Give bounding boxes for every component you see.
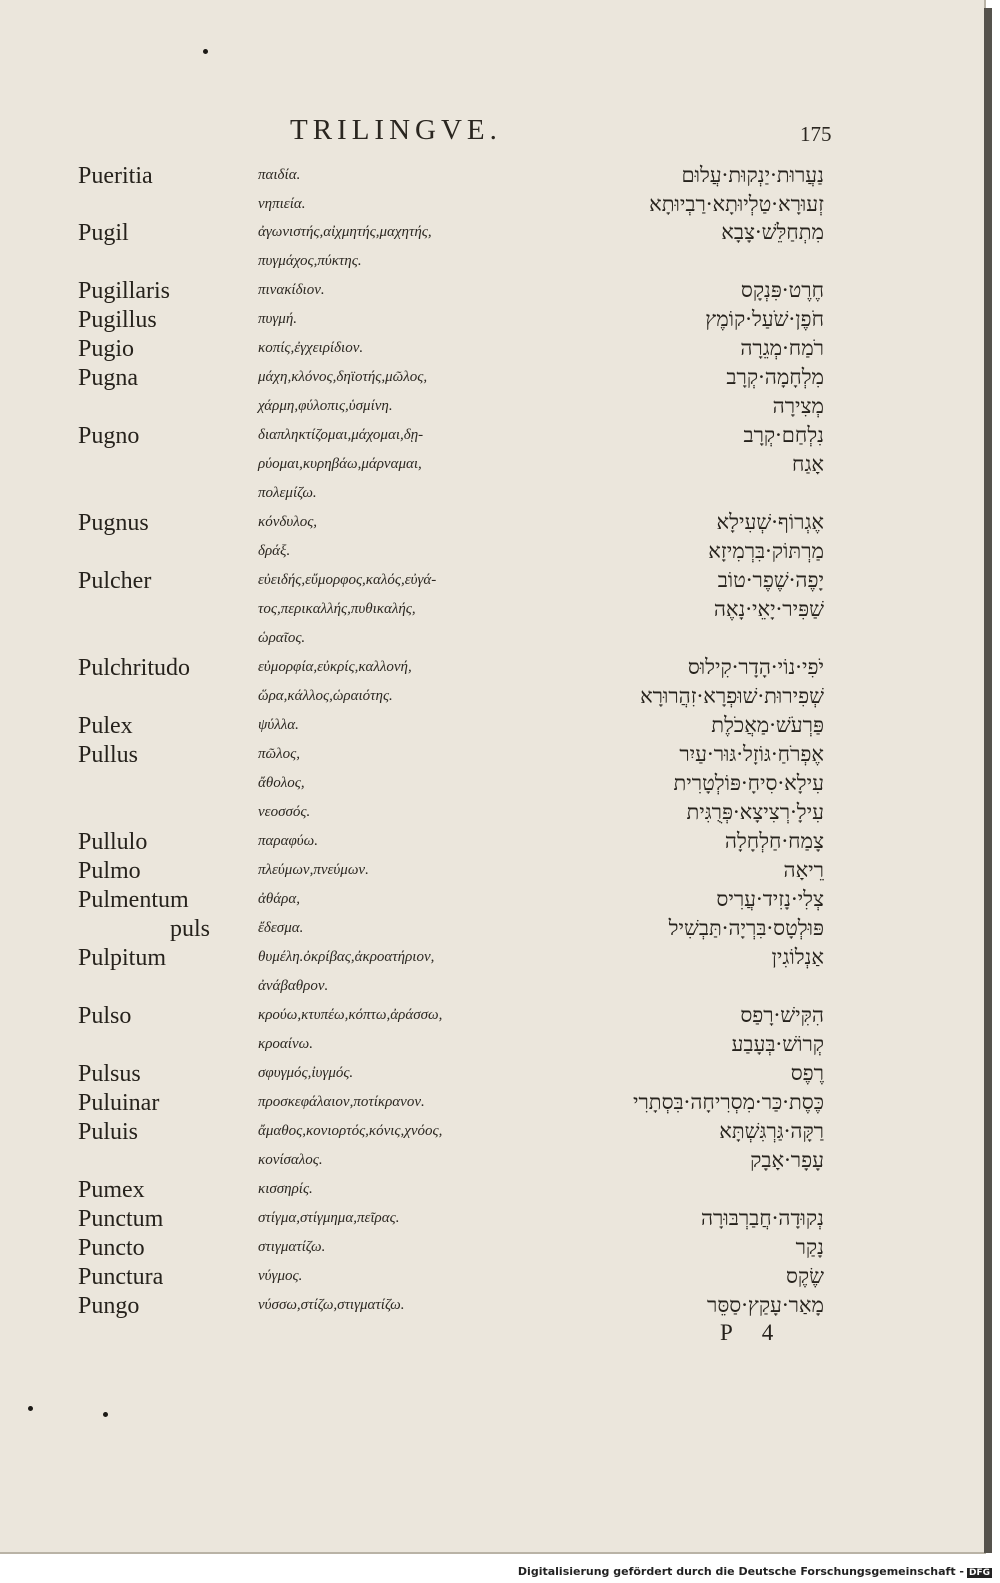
ink-dot bbox=[28, 1406, 33, 1411]
hebrew-equivalent: אֶפְרֹחַ·גּוֹזָל·גּוּר·עַיִר bbox=[679, 742, 824, 766]
hebrew-equivalent: כֶּסֶת·כַּר·מִסְרִיחָה·בִּסְתָרִי bbox=[632, 1090, 824, 1114]
hebrew-equivalent: מְצִירָה bbox=[772, 394, 824, 418]
entry-row bbox=[0, 365, 984, 394]
greek-equivalent: πλεύμων,πνεύμων. bbox=[258, 862, 369, 878]
greek-equivalent: ἀνάβαθρον. bbox=[258, 978, 329, 994]
entry-row bbox=[0, 858, 984, 887]
greek-equivalent: πυγμάχος,πύκτης. bbox=[258, 253, 362, 269]
hebrew-equivalent: נְקוּדָה·חֲבַרְבּוּרָה bbox=[700, 1206, 824, 1230]
entry-row bbox=[0, 192, 984, 221]
latin-headword: Pulex bbox=[78, 713, 133, 739]
entry-row bbox=[0, 539, 984, 568]
entry-row bbox=[0, 974, 984, 1003]
latin-headword: Puncto bbox=[78, 1235, 145, 1261]
greek-equivalent: παραφύω. bbox=[258, 833, 318, 849]
entry-row bbox=[0, 742, 984, 771]
hebrew-equivalent: זְעוּרָא·טַלְיוּתָא·רַבְיוּתָא bbox=[649, 192, 824, 216]
latin-headword: Pulmo bbox=[78, 858, 141, 884]
hebrew-equivalent: פּוּלְטָס·בִּרְיָה·תַּבְשִׁיל bbox=[668, 916, 824, 940]
greek-equivalent: νηπιεία. bbox=[258, 196, 306, 212]
hebrew-equivalent: רֵיאָה bbox=[783, 858, 824, 882]
greek-equivalent: στιγματίζω. bbox=[258, 1239, 326, 1255]
entry-row bbox=[0, 945, 984, 974]
hebrew-equivalent: נַעֲרוּת·יַנְקוּת·עֲלוּם bbox=[681, 163, 824, 187]
latin-headword: Pueritia bbox=[78, 163, 153, 189]
greek-equivalent: σφυγμός,ἰυγμός. bbox=[258, 1065, 354, 1081]
entry-row bbox=[0, 713, 984, 742]
latin-headword: Pullus bbox=[78, 742, 139, 768]
greek-equivalent: κονίσαλος. bbox=[258, 1152, 323, 1168]
latin-headword: Puluis bbox=[78, 1119, 139, 1145]
latin-headword: Pugil bbox=[78, 220, 129, 246]
entry-row bbox=[0, 1293, 984, 1322]
latin-headword: Pugillus bbox=[78, 307, 157, 333]
entry-row bbox=[0, 655, 984, 684]
greek-equivalent: νεοσσός. bbox=[258, 804, 311, 820]
hebrew-equivalent: יֹפִי·נוֹי·הָדָר·קִילוּס bbox=[687, 655, 824, 679]
latin-headword: Pugnus bbox=[78, 510, 149, 536]
greek-equivalent: ἔδεσμα. bbox=[258, 920, 304, 936]
hebrew-equivalent: אַנְלוֹגִין bbox=[771, 945, 824, 969]
entry-row bbox=[0, 800, 984, 829]
dfg-logo: DFG bbox=[968, 1568, 990, 1578]
credit-text: Digitalisierung gefördert durch die Deutsche Forschungsgemeinschaft - bbox=[517, 1565, 964, 1578]
greek-equivalent: πολεμίζω. bbox=[258, 485, 317, 501]
greek-equivalent: διαπληκτίζομαι,μάχομαι,δῃ- bbox=[258, 427, 424, 443]
entry-row bbox=[0, 916, 984, 945]
entry-row bbox=[0, 510, 984, 539]
hebrew-equivalent: מִלְחָמָה·קְרָב bbox=[726, 365, 824, 389]
latin-headword: Pugno bbox=[78, 423, 140, 449]
greek-equivalent: κόνδυλος, bbox=[258, 514, 318, 530]
hebrew-equivalent: הִקִּישׁ·רָפַס bbox=[740, 1003, 824, 1027]
latin-headword: Pulsus bbox=[78, 1061, 141, 1087]
greek-equivalent: ὥρα,κάλλος,ὡραιότης. bbox=[258, 688, 393, 704]
greek-equivalent: ὡραῖος. bbox=[258, 630, 306, 646]
ink-dot bbox=[203, 49, 208, 54]
entry-row bbox=[0, 481, 984, 510]
latin-headword: Pullulo bbox=[78, 829, 148, 855]
latin-headword: Puluinar bbox=[78, 1090, 160, 1116]
greek-equivalent: εὐμορφία,εὐκρίς,καλλονή, bbox=[258, 659, 412, 675]
entry-row bbox=[0, 568, 984, 597]
hebrew-equivalent: אָגַח bbox=[792, 452, 824, 476]
hebrew-equivalent: מַרְתּוֹק·בִּרְמִיזָא bbox=[708, 539, 824, 563]
latin-headword: Pumex bbox=[78, 1177, 145, 1203]
page-title: TRILINGVE. bbox=[290, 114, 502, 146]
entry-row bbox=[0, 1177, 984, 1206]
entry-row bbox=[0, 626, 984, 655]
greek-equivalent: ψύλλα. bbox=[258, 717, 299, 733]
latin-headword: Pugna bbox=[78, 365, 138, 391]
latin-headword: puls bbox=[170, 916, 211, 942]
hebrew-equivalent: חֹפֶן·שֹׁעַל·קוֹמֶץ bbox=[705, 307, 824, 331]
hebrew-equivalent: צָמַח·חַלְחָלָה bbox=[724, 829, 824, 853]
hebrew-equivalent: מִתְחַלֵּשׁ·צָבָא bbox=[721, 220, 824, 244]
entry-row bbox=[0, 1061, 984, 1090]
hebrew-equivalent: מָאַר·עָקַץ·סַסֵּר bbox=[707, 1293, 824, 1317]
entry-row bbox=[0, 1003, 984, 1032]
hebrew-equivalent: רֶפֶס bbox=[790, 1061, 824, 1085]
latin-headword: Punctura bbox=[78, 1264, 164, 1290]
hebrew-equivalent: יָפֶה·שֶׁפֶר·טוֹב bbox=[717, 568, 824, 592]
page-number: 175 bbox=[800, 122, 832, 146]
hebrew-equivalent: פַּרְעֹשׁ·מַאֲכֹלֶת bbox=[711, 713, 824, 737]
hebrew-equivalent: שְׁפִירוּת·שׁוּפְרָא·זִהֲרוּרָא bbox=[640, 684, 824, 708]
hebrew-equivalent: רֹמַח·מְגֵרָה bbox=[740, 336, 824, 360]
entry-row bbox=[0, 278, 984, 307]
greek-equivalent: χάρμη,φύλοπις,ὑσμίνη. bbox=[258, 398, 393, 414]
running-head bbox=[0, 114, 984, 154]
greek-equivalent: πυγμή. bbox=[258, 311, 298, 327]
entry-row bbox=[0, 394, 984, 423]
entry-row bbox=[0, 1206, 984, 1235]
entry-row bbox=[0, 1148, 984, 1177]
entry-row bbox=[0, 423, 984, 452]
hebrew-equivalent: קְרוֹשׁ·בְּעָבַע bbox=[731, 1032, 824, 1056]
hebrew-equivalent: נִלְחַם·קְרָב bbox=[743, 423, 824, 447]
greek-equivalent: δράξ. bbox=[258, 543, 291, 559]
hebrew-equivalent: שֶׂקֶס bbox=[785, 1264, 824, 1288]
entry-row bbox=[0, 336, 984, 365]
entry-row bbox=[0, 887, 984, 916]
latin-headword: Punctum bbox=[78, 1206, 164, 1232]
hebrew-equivalent: אֶגְרוֹף·שְׁעִילָא bbox=[716, 510, 824, 534]
greek-equivalent: κροαίνω. bbox=[258, 1036, 313, 1052]
signature-mark: P 4 bbox=[720, 1320, 786, 1345]
entry-row bbox=[0, 597, 984, 626]
latin-headword: Pulchritudo bbox=[78, 655, 190, 681]
greek-equivalent: τος,περικαλλής,πυθικαλής, bbox=[258, 601, 416, 617]
greek-equivalent: μάχη,κλόνος,δηϊοτής,μῶλος, bbox=[258, 369, 428, 385]
greek-equivalent: εὐειδής,εὔμορφος,καλός,εὐγά- bbox=[258, 572, 437, 588]
entry-row bbox=[0, 163, 984, 192]
entry-row bbox=[0, 684, 984, 713]
entry-row bbox=[0, 829, 984, 858]
greek-equivalent: ἀγωνιστής,αἰχμητής,μαχητής, bbox=[258, 224, 432, 240]
greek-equivalent: ἄθολος, bbox=[258, 775, 305, 791]
greek-equivalent: πῶλος, bbox=[258, 746, 300, 762]
latin-headword: Pulcher bbox=[78, 568, 152, 594]
latin-headword: Pungo bbox=[78, 1293, 140, 1319]
ink-dot bbox=[103, 1412, 108, 1417]
greek-equivalent: παιδία. bbox=[258, 167, 301, 183]
hebrew-equivalent: עִילָ·רְצִיצָא·פְּרֻגִּית bbox=[686, 800, 824, 824]
latin-headword: Pugio bbox=[78, 336, 135, 362]
hebrew-equivalent: שַׁפִּיר·יָאֵי·נָאֶה bbox=[713, 597, 824, 621]
entry-row bbox=[0, 220, 984, 249]
greek-equivalent: προσκεφάλαιον,ποτίκρανον. bbox=[258, 1094, 425, 1110]
greek-equivalent: κισσηρίς. bbox=[258, 1181, 313, 1197]
entry-row bbox=[0, 771, 984, 800]
greek-equivalent: ἀθάρα, bbox=[258, 891, 300, 907]
entry-row bbox=[0, 307, 984, 336]
entry-row bbox=[0, 1090, 984, 1119]
latin-headword: Pulso bbox=[78, 1003, 132, 1029]
greek-equivalent: κρούω,κτυπέω,κόπτω,ἀράσσω, bbox=[258, 1007, 443, 1023]
latin-headword: Pulpitum bbox=[78, 945, 167, 971]
entry-row bbox=[0, 1119, 984, 1148]
digitization-credit bbox=[518, 1565, 992, 1578]
entry-row bbox=[0, 1264, 984, 1293]
hebrew-equivalent: עִילָא·סִיחָ·פּוֹלְטָרִית bbox=[673, 771, 824, 795]
greek-equivalent: ρύομαι,κυρηβάω,μάρναμαι, bbox=[258, 456, 422, 472]
latin-headword: Pugillaris bbox=[78, 278, 171, 304]
hebrew-equivalent: רַקָּה·גַּרְגִּשְׁתָּא bbox=[719, 1119, 824, 1143]
hebrew-equivalent: צְלִי·נָזִיד·עֲרִיס bbox=[716, 887, 824, 911]
entry-row bbox=[0, 452, 984, 481]
latin-headword: Pulmentum bbox=[78, 887, 189, 913]
greek-equivalent: κοπίς,ἐγχειρίδιον. bbox=[258, 340, 364, 356]
greek-equivalent: στίγμα,στίγμημα,πεῖρας. bbox=[258, 1210, 400, 1226]
greek-equivalent: πινακίδιον. bbox=[258, 282, 325, 298]
greek-equivalent: νύγμος. bbox=[258, 1268, 303, 1284]
hebrew-equivalent: עָפָר·אָבָק bbox=[750, 1148, 824, 1172]
greek-equivalent: ἄμαθος,κονιορτός,κόνις,χνόος, bbox=[258, 1123, 443, 1139]
greek-equivalent: θυμέλη.ὀκρίβας,ἀκροατήριον, bbox=[258, 949, 435, 965]
greek-equivalent: νύσσω,στίζω,στιγματίζω. bbox=[258, 1297, 405, 1313]
hebrew-equivalent: חֶרֶט·פִּנְקָס bbox=[740, 278, 824, 302]
hebrew-equivalent: נָקַר bbox=[795, 1235, 824, 1259]
entry-row bbox=[0, 249, 984, 278]
entry-row bbox=[0, 1032, 984, 1061]
entry-row bbox=[0, 1235, 984, 1264]
